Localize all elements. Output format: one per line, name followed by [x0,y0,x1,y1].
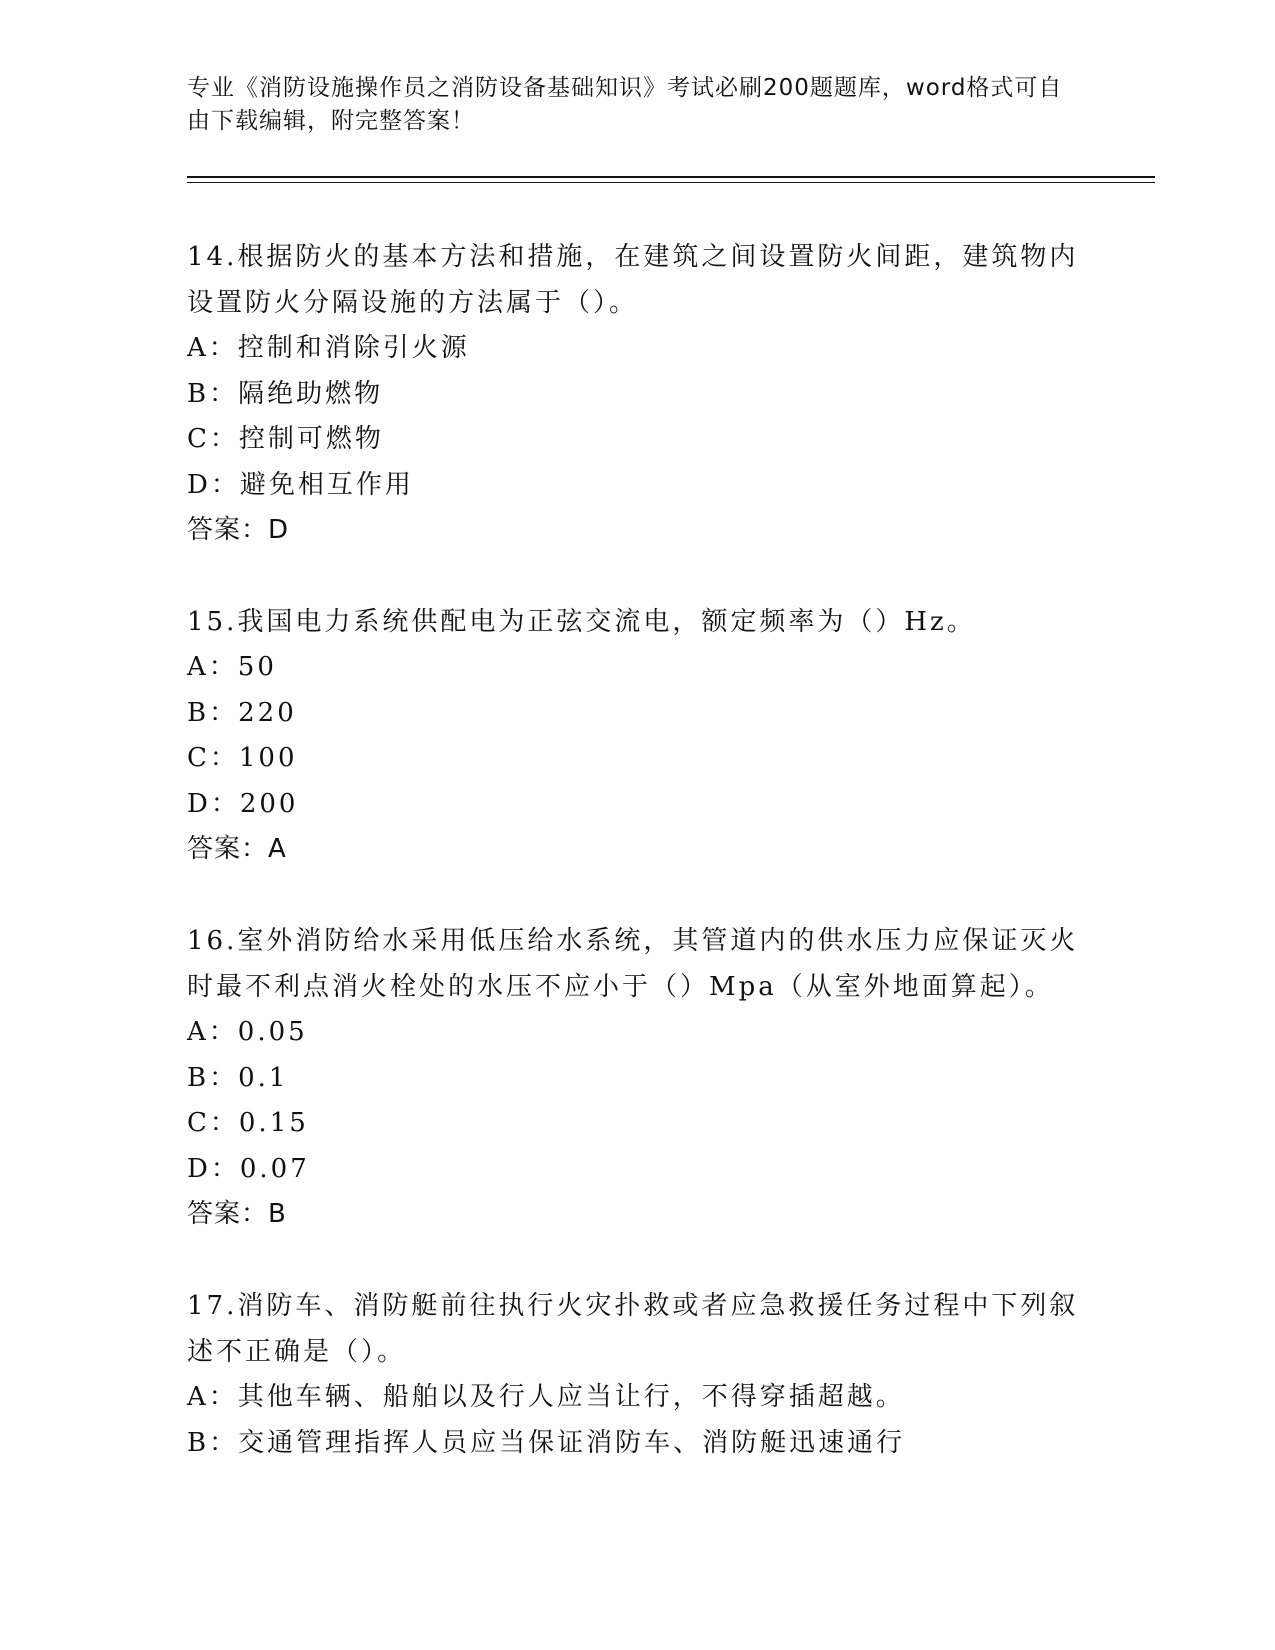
option-b: B：隔绝助燃物 [187,378,384,409]
option-c: C：100 [187,743,298,773]
header-divider-thin [187,182,1155,183]
document-header: 专业《消防设施操作员之消防设备基础知识》考试必刷200题题库，word格式可自由下载编辑，附完整答案！ [187,75,1063,134]
answer-line: 答案：A [187,834,287,864]
question-17 [187,1283,1087,1466]
option-b: B：0.1 [187,1062,289,1093]
question-14 [187,234,1087,553]
option-b: B：交通管理指挥人员应当保证消防车、消防艇迅速通行 [187,1427,906,1458]
answer-line: 答案：D [187,515,290,545]
question-stem: 17.消防车、消防艇前往执行火灾扑救或者应急救援任务过程中下列叙述不正确是（）。 [187,1291,1079,1367]
option-d: D：0.07 [187,1153,310,1184]
header-divider [187,176,1155,178]
option-a: A：其他车辆、船舶以及行人应当让行，不得穿插超越。 [187,1382,905,1412]
answer-line: 答案：B [187,1199,287,1229]
question-list [187,234,1087,1512]
option-b: B：220 [187,697,297,728]
question-15 [187,599,1087,872]
option-a: A：50 [187,652,277,682]
question-16 [187,918,1087,1237]
option-c: C：控制可燃物 [187,424,384,454]
question-stem: 15.我国电力系统供配电为正弦交流电，额定频率为（）Hz。 [187,607,976,637]
option-d: D：避免相互作用 [187,469,414,500]
option-a: A：控制和消除引火源 [187,333,470,363]
question-stem: 14.根据防火的基本方法和措施，在建筑之间设置防火间距，建筑物内设置防火分隔设施的方法属于（）。 [187,242,1079,318]
option-c: C：0.15 [187,1108,309,1138]
option-d: D：200 [187,788,299,819]
question-stem: 16.室外消防给水采用低压给水系统，其管道内的供水压力应保证灭火时最不利点消火栓处的水压不应小于（）Mpa（从室外地面算起）。 [187,926,1079,1002]
option-a: A：0.05 [187,1017,308,1047]
